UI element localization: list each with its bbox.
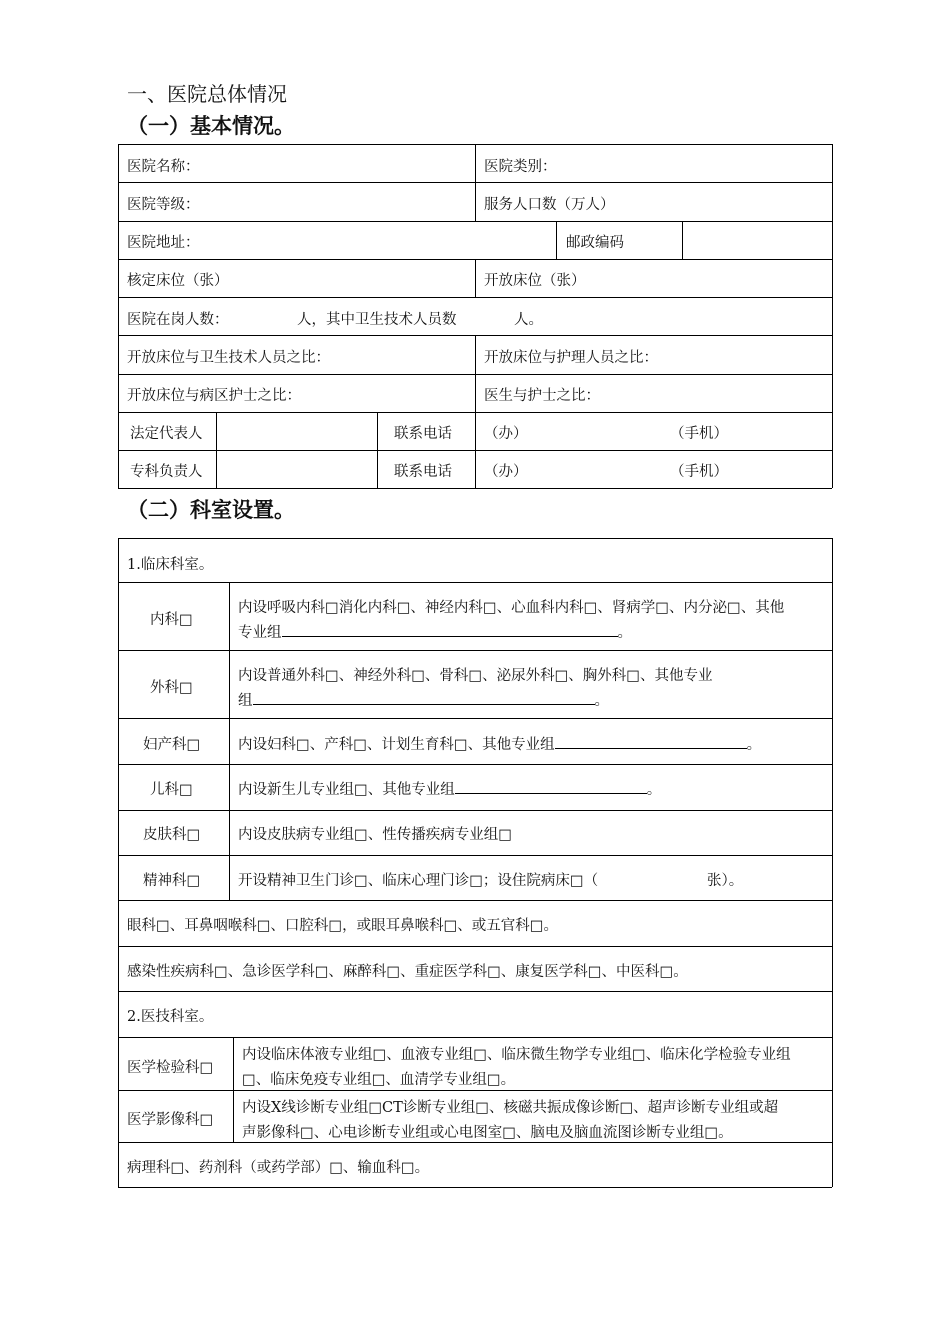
pediatrics-text: 内设新生儿专业组□、其他专业组 。	[238, 778, 661, 799]
ratio-ward-nurse-label: 开放床位与病区护士之比：	[127, 388, 301, 404]
office-phone-label-1: （办）	[484, 426, 528, 442]
staff-count-label: 医院在岗人数：	[127, 312, 229, 328]
basic-info-title: （一）基本情况。	[127, 114, 295, 138]
surgery-line2: 组 。	[238, 689, 609, 710]
internal-medicine-line2: 专业组 。	[238, 621, 632, 642]
approved-beds-label: 核定床位（张）	[127, 273, 229, 289]
imaging-line2: 声影像科□、心电诊断专业组或心电图室□、脑电及脑血流图诊断专业组□。	[242, 1125, 733, 1141]
contact-phone-label-1: 联系电话	[394, 426, 452, 442]
ratio-doctor-nurse-label: 医生与护士之比：	[484, 388, 600, 404]
ratio-nursing-label: 开放床位与护理人员之比：	[484, 350, 658, 366]
lab-line1: 内设临床体液专业组□、血液专业组□、临床微生物学专业组□、临床化学检验专业组	[242, 1047, 791, 1063]
staff-tech-label: 人，其中卫生技术人员数	[297, 312, 457, 328]
internal-medicine-line1: 内设呼吸内科□消化内科□、神经内科□、心血科内科□、肾病学□、内分泌□、其他	[238, 600, 785, 616]
surgery-line1: 内设普通外科□、神经外科□、骨科□、泌尿外科□、胸外科□、其他专业	[238, 668, 713, 684]
contact-phone-label-2: 联系电话	[394, 464, 452, 480]
postal-code-label: 邮政编码	[566, 235, 624, 251]
mobile-phone-label-2: （手机）	[670, 464, 728, 480]
surgery-name: 外科□	[150, 680, 193, 696]
staff-end-label: 人。	[514, 312, 543, 328]
lab-name: 医学检验科□	[127, 1060, 214, 1076]
lab-line2: □、临床免疫专业组□、血清学专业组□。	[242, 1072, 516, 1088]
ratio-tech-label: 开放床位与卫生技术人员之比：	[127, 350, 330, 366]
infectious-row: 感染性疾病科□、急诊医学科□、麻醉科□、重症医学科□、康复医学科□、中医科□。	[127, 964, 688, 980]
section-title: 一、医院总体情况	[127, 82, 287, 106]
obgyn-name: 妇产科□	[143, 737, 201, 753]
office-phone-label-2: （办）	[484, 464, 528, 480]
hospital-name-label: 医院名称：	[127, 159, 200, 175]
obgyn-text: 内设妇科□、产科□、计划生育科□、其他专业组 。	[238, 733, 761, 754]
psychiatry-name: 精神科□	[143, 873, 201, 889]
internal-medicine-name: 内科□	[150, 612, 193, 628]
psychiatry-text-a: 开设精神卫生门诊□、临床心理门诊□；设住院病床□（	[238, 873, 599, 889]
service-population-label: 服务人口数（万人）	[484, 197, 615, 213]
clinical-header: 1.临床科室。	[127, 557, 214, 573]
imaging-line1: 内设X线诊断专业组□CT诊断专业组□、核磁共振成像诊断□、超声诊断专业组或超	[242, 1100, 779, 1116]
specialty-head-label: 专科负责人	[130, 464, 203, 480]
imaging-name: 医学影像科□	[127, 1112, 214, 1128]
pediatrics-name: 儿科□	[150, 782, 193, 798]
legal-rep-label: 法定代表人	[130, 426, 203, 442]
tech-header: 2.医技科室。	[127, 1009, 214, 1025]
eye-ent-row: 眼科□、耳鼻咽喉科□、口腔科□，或眼耳鼻喉科□、或五官科□。	[127, 918, 558, 934]
departments-title: （二）科室设置。	[127, 498, 295, 522]
hospital-level-label: 医院等级：	[127, 197, 200, 213]
open-beds-label: 开放床位（张）	[484, 273, 586, 289]
hospital-address-label: 医院地址：	[127, 235, 200, 251]
mobile-phone-label-1: （手机）	[670, 426, 728, 442]
psychiatry-text-b: 张）。	[707, 873, 744, 889]
dermatology-name: 皮肤科□	[143, 827, 201, 843]
hospital-type-label: 医院类别：	[484, 159, 557, 175]
dermatology-text: 内设皮肤病专业组□、性传播疾病专业组□	[238, 827, 512, 843]
pathology-row: 病理科□、药剂科（或药学部）□、输血科□。	[127, 1160, 430, 1176]
